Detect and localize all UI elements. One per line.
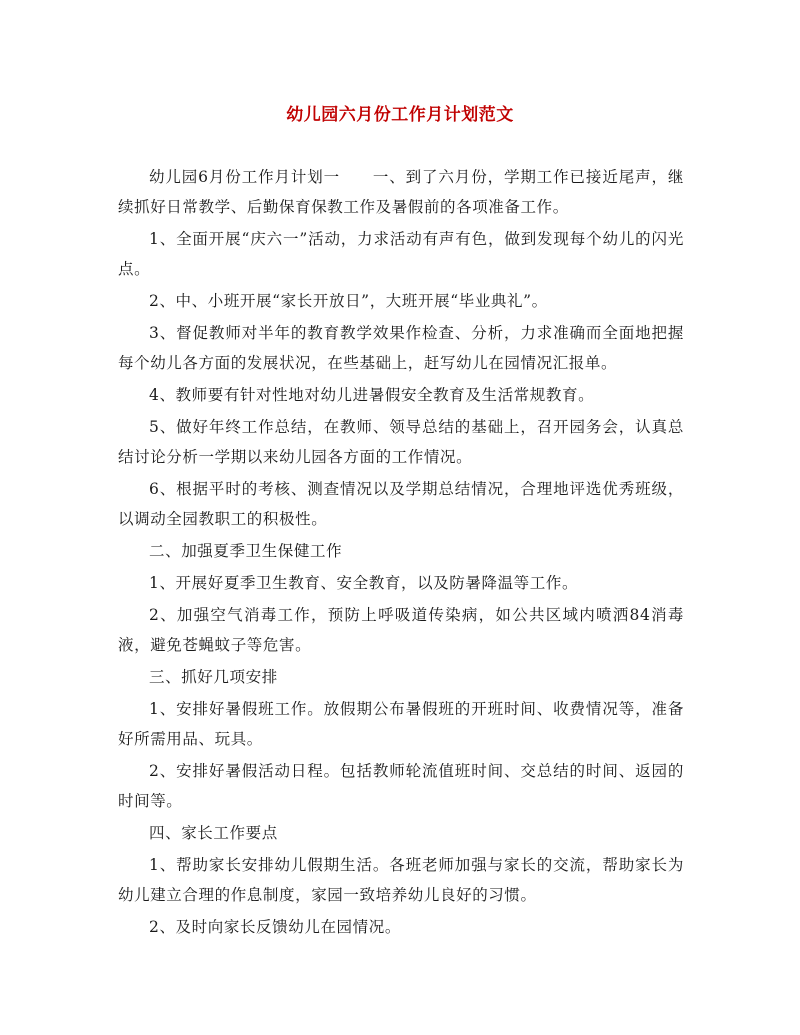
paragraph-item: 1、安排好暑假班工作。放假期公布暑假班的开班时间、收费情况等，准备好所需用品、玩具。 <box>118 700 684 748</box>
document-body <box>118 162 684 944</box>
section-heading: 二、加强夏季卫生保健工作 <box>149 542 343 560</box>
paragraph-item: 5、做好年终工作总结，在教师、领导总结的基础上，召开园务会，认真总结讨论分析一学期以来幼儿园各方面的工作情况。 <box>118 418 684 466</box>
paragraph-item: 2、及时向家长反馈幼儿在园情况。 <box>149 918 401 936</box>
paragraph-item: 2、加强空气消毒工作，预防上呼吸道传染病，如公共区域内喷洒84消毒液，避免苍蝇蚊子等危害。 <box>118 606 684 654</box>
paragraph-item: 6、根据平时的考核、测查情况以及学期总结情况，合理地评选优秀班级，以调动全园教职工的积极性。 <box>118 480 684 528</box>
paragraph-intro: 幼儿园6月份工作月计划一 一、到了六月份，学期工作已接近尾声，继续抓好日常教学、后勤保育保教工作及暑假前的各项准备工作。 <box>118 168 684 216</box>
paragraph-item: 1、全面开展“庆六一”活动，力求活动有声有色，做到发现每个幼儿的闪光点。 <box>118 230 684 278</box>
section-heading: 三、抓好几项安排 <box>149 668 278 686</box>
paragraph-item: 3、督促教师对半年的教育教学效果作检查、分析，力求准确而全面地把握每个幼儿各方面的发展状况，在些基础上，赶写幼儿在园情况汇报单。 <box>118 324 684 372</box>
document-title: 幼儿园六月份工作月计划范文 <box>286 105 514 125</box>
paragraph-item: 4、教师要有针对性地对幼儿进暑假安全教育及生活常规教育。 <box>149 386 595 404</box>
paragraph-item: 2、中、小班开展“家长开放日”，大班开展“毕业典礼”。 <box>149 292 548 310</box>
section-heading: 四、家长工作要点 <box>149 824 278 842</box>
paragraph-item: 2、安排好暑假活动日程。包括教师轮流值班时间、交总结的时间、返园的时间等。 <box>118 762 684 810</box>
paragraph-item: 1、帮助家长安排幼儿假期生活。各班老师加强与家长的交流，帮助家长为幼儿建立合理的作息制度，家园一致培养幼儿良好的习惯。 <box>118 856 684 904</box>
paragraph-item: 1、开展好夏季卫生教育、安全教育，以及防暑降温等工作。 <box>149 574 579 592</box>
